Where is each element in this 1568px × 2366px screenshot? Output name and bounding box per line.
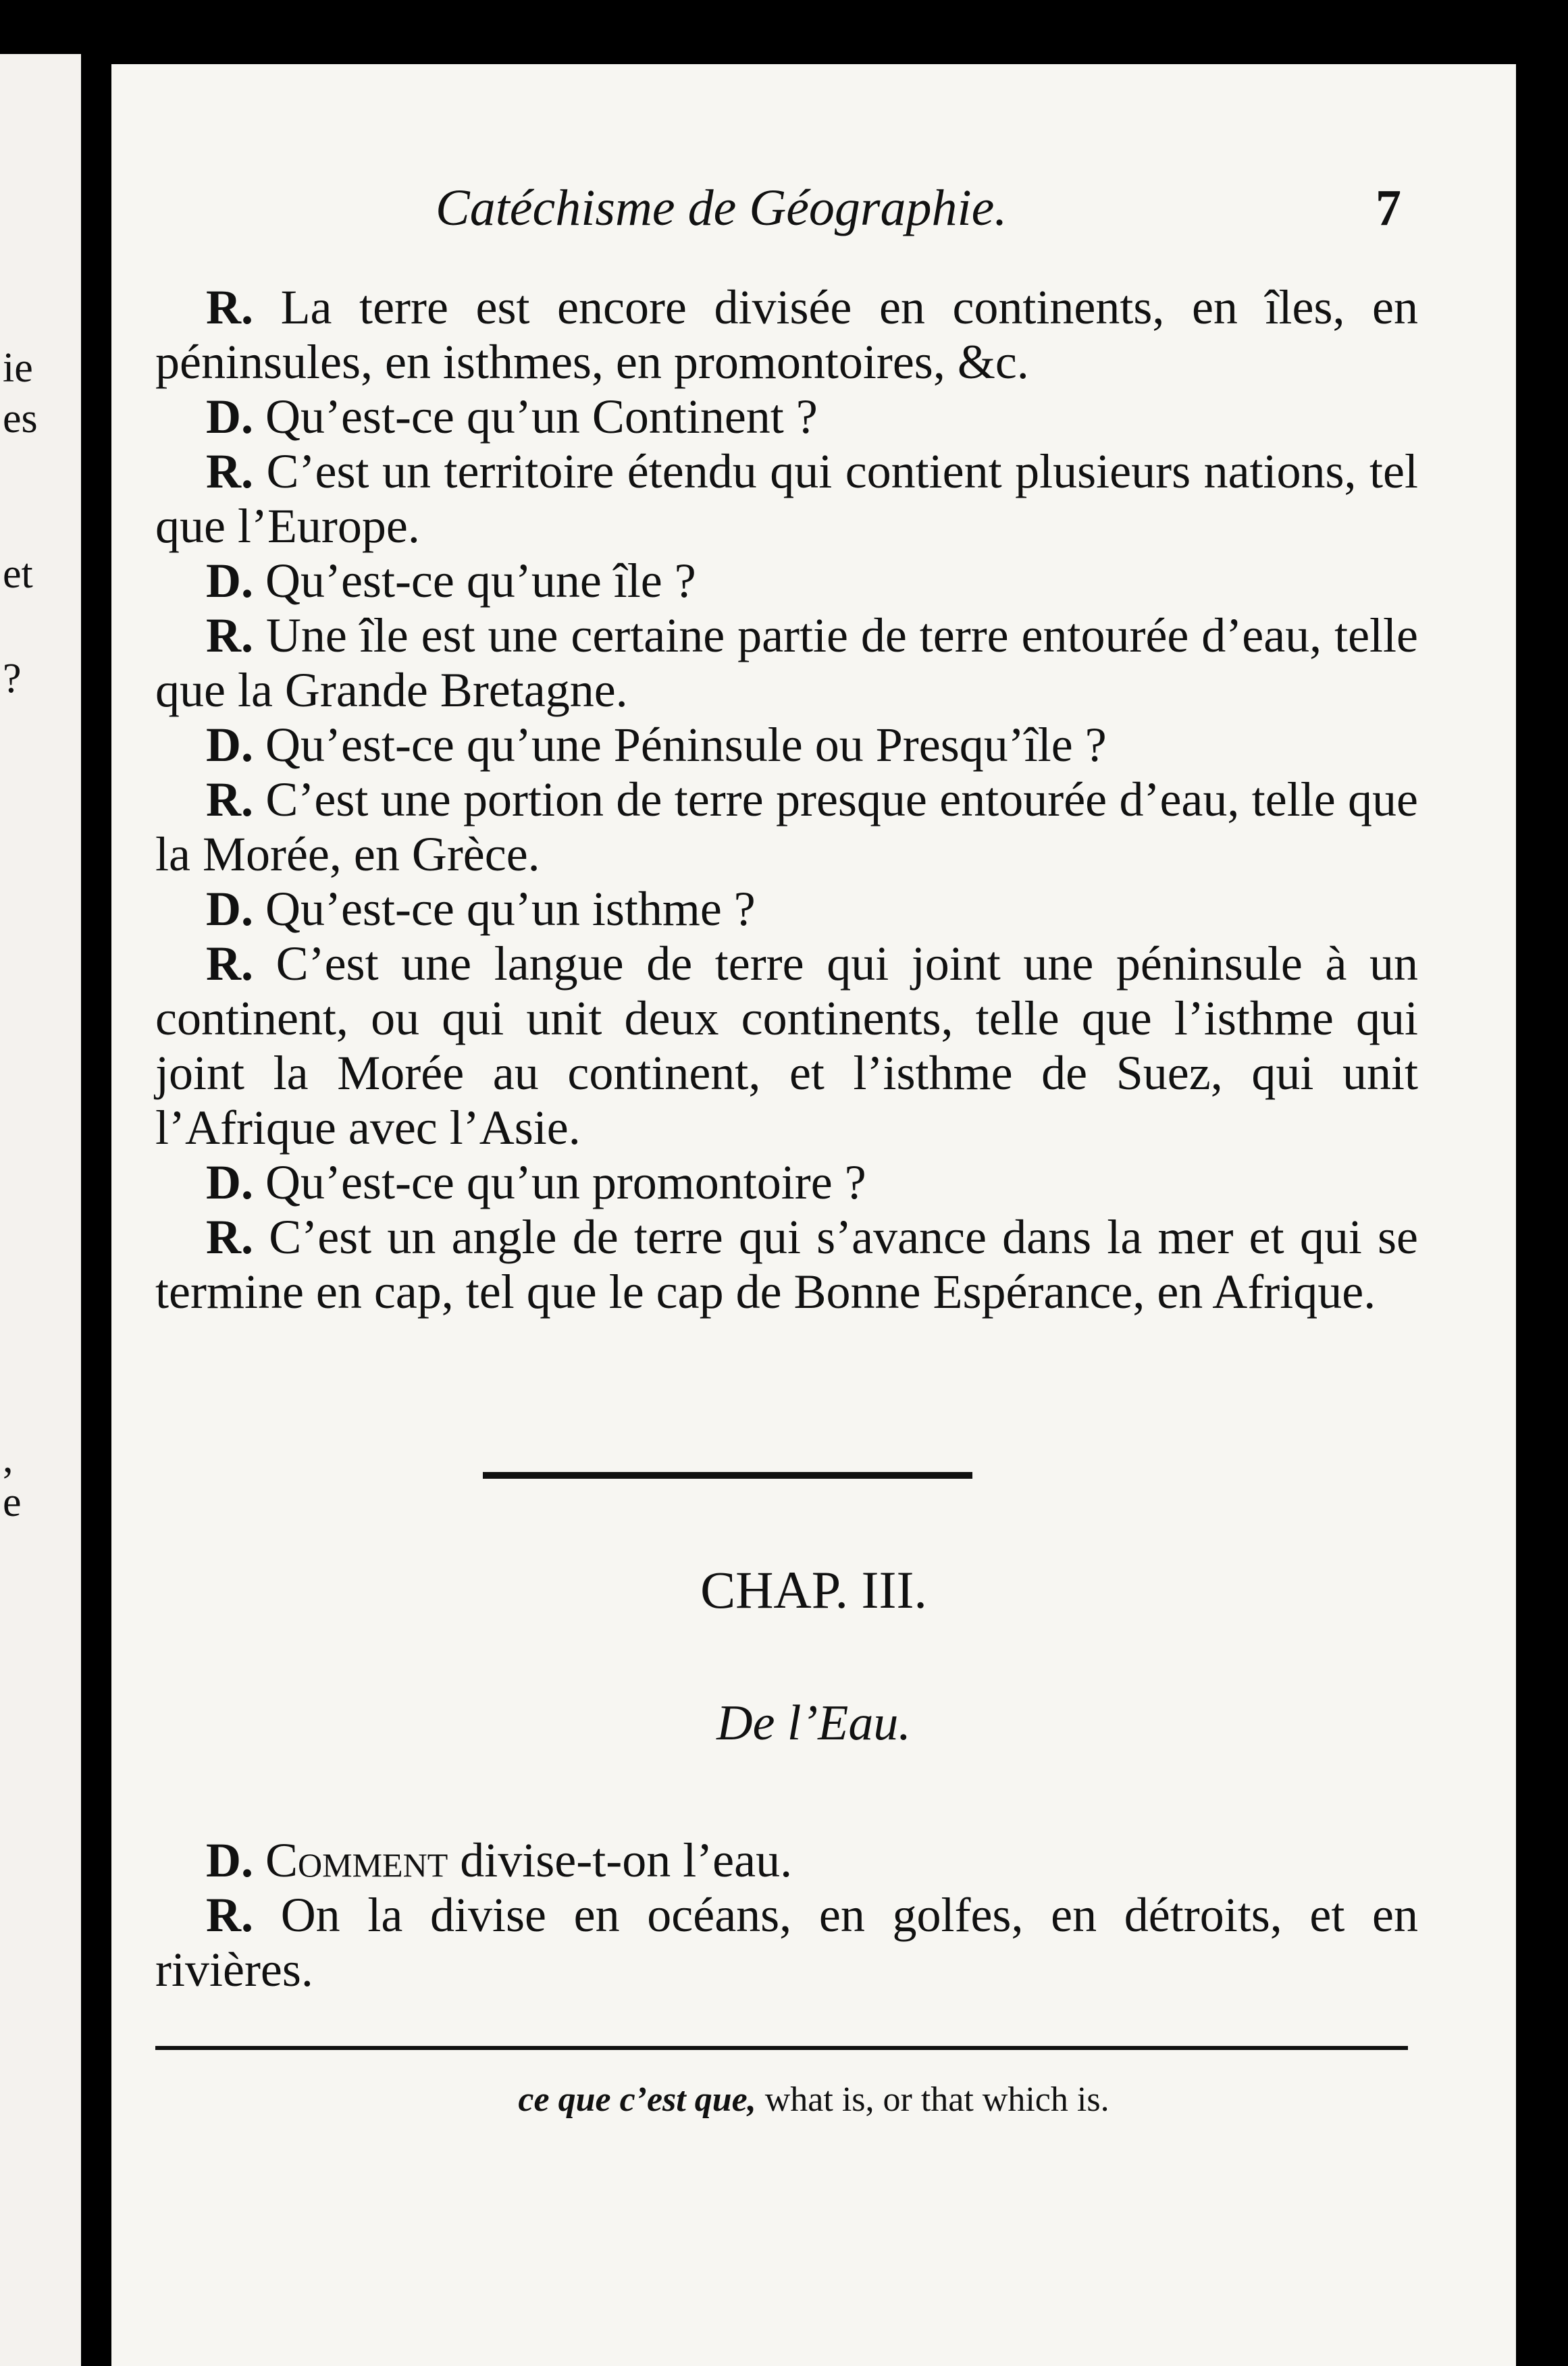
speaker-label: D.	[206, 1155, 253, 1209]
paragraph	[155, 280, 1418, 390]
paragraph	[155, 718, 1418, 772]
speaker-label: R.	[206, 444, 253, 498]
speaker-label: D.	[206, 882, 253, 936]
first-word: Comment	[265, 1833, 448, 1887]
previous-page-edge	[0, 54, 81, 2366]
speaker-label: R.	[206, 1210, 253, 1264]
chapter-subheading: De l’Eau.	[716, 1695, 911, 1751]
paragraph-text: C’est un angle de terre qui s’avance dans la mer et qui se termine en cap, tel que le cap de Bonne Espérance, en Afrique.	[155, 1210, 1418, 1319]
paragraph	[155, 554, 1418, 608]
paragraph-text: Qu’est-ce qu’un promontoire ?	[265, 1155, 866, 1209]
paragraph-text: divise-t-on l’eau.	[460, 1833, 793, 1887]
paragraph	[155, 1888, 1418, 1997]
paragraph	[155, 772, 1418, 882]
footnote-term: ce que c’est que,	[518, 2080, 756, 2119]
prev-page-fragment: et	[3, 551, 33, 597]
paragraph-text: Qu’est-ce qu’une Péninsule ou Presqu’île ?	[265, 718, 1107, 772]
speaker-label: R.	[206, 937, 253, 991]
prev-page-fragment: e	[3, 1479, 22, 1525]
paragraph	[155, 390, 1418, 444]
paragraph	[155, 1210, 1418, 1319]
book-page	[111, 64, 1516, 2366]
speaker-label: D.	[206, 554, 253, 608]
prev-page-fragment: ?	[3, 656, 22, 702]
paragraph	[155, 882, 1418, 937]
prev-page-fragment: ,	[3, 1436, 14, 1481]
speaker-label: D.	[206, 390, 253, 444]
speaker-label: R.	[206, 608, 253, 662]
chapter-text	[155, 1833, 1418, 1997]
paragraph-text: La terre est encore divisée en continents, en îles, en péninsules, en isthmes, en promontoires, &c.	[155, 280, 1418, 389]
paragraph-text: Qu’est-ce qu’une île ?	[265, 554, 696, 608]
paragraph-text: Qu’est-ce qu’un Continent ?	[265, 390, 818, 444]
speaker-label: D.	[206, 1833, 253, 1887]
paragraph-text: C’est un territoire étendu qui contient plusieurs nations, tel que l’Europe.	[155, 444, 1419, 553]
running-title: Catéchisme de Géographie.	[436, 180, 1008, 236]
paragraph-text: On la divise en océans, en golfes, en détroits, et en rivières.	[155, 1888, 1419, 1997]
speaker-label: R.	[206, 772, 253, 826]
paragraph-text: Qu’est-ce qu’un isthme ?	[265, 882, 756, 936]
paragraph	[155, 444, 1418, 554]
paragraph-text: Une île est une certaine partie de terre entourée d’eau, telle que la Grande Bretagne.	[155, 608, 1419, 717]
speaker-label: R.	[206, 280, 253, 334]
footnote	[111, 2080, 1516, 2120]
paragraph-text: C’est une langue de terre qui joint une péninsule à un continent, ou qui unit deux continents, telle que l’isthme qui joint la Morée au continent, et l’isthme de Suez, qui unit l’Afrique avec l’Asie.	[155, 937, 1419, 1155]
paragraph	[155, 1155, 1418, 1210]
footnote-gloss: what is, or that which is.	[764, 2080, 1109, 2119]
book-gutter	[81, 0, 111, 2366]
paragraph-text: C’est une portion de terre presque entourée d’eau, telle que la Morée, en Grèce.	[155, 772, 1418, 881]
speaker-label: R.	[206, 1888, 253, 1942]
paragraph	[155, 608, 1418, 718]
paragraph	[155, 1833, 1418, 1888]
paragraph	[155, 937, 1418, 1155]
prev-page-fragment: ie	[3, 345, 33, 391]
running-header	[111, 179, 1516, 236]
chapter-heading: CHAP. III.	[700, 1560, 927, 1619]
page-number: 7	[1376, 180, 1401, 236]
speaker-label: D.	[206, 718, 253, 772]
prev-page-fragment: es	[3, 396, 38, 442]
footnote-rule	[155, 2046, 1408, 2050]
body-text	[155, 280, 1418, 1319]
section-divider	[483, 1472, 972, 1479]
